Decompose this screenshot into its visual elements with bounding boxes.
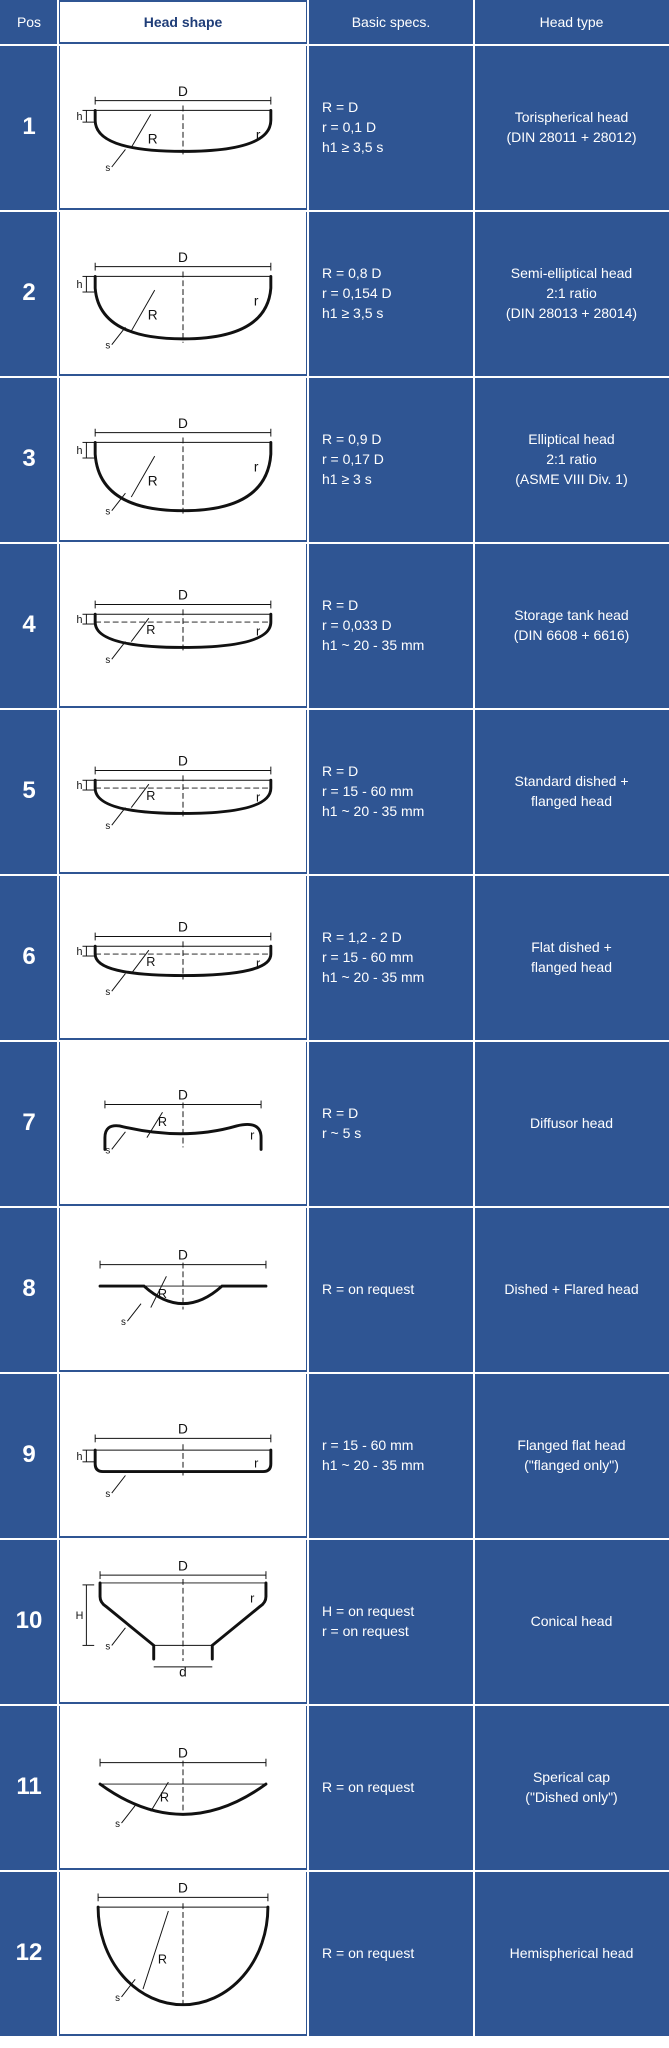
table-row (0, 210, 669, 376)
dimension-label: s (121, 1317, 126, 1329)
row-pos-number: 4 (0, 542, 58, 708)
spec-line: r = 0,17 D (322, 451, 384, 467)
header-head-type: Head type (474, 0, 669, 44)
dimension-label: D (178, 249, 188, 265)
head-type-line: Conical head (530, 1613, 613, 1629)
dimension-label: s (115, 1992, 121, 2004)
dimension-label: r (256, 956, 261, 971)
spec-line: h1 ~ 20 - 35 mm (322, 803, 425, 819)
row-divider (0, 708, 669, 710)
conical-head-drawing (58, 1538, 308, 1704)
row-divider (0, 210, 669, 212)
dimension-label: D (178, 1880, 188, 1896)
flanged-flat-head-drawing (58, 1372, 308, 1538)
table-row (0, 1206, 669, 1372)
spec-line: R = 0,8 D (322, 265, 382, 281)
row-basic-specs (308, 1372, 474, 1538)
torispherical-head-drawing-svg (60, 46, 306, 208)
row-pos-number: 7 (0, 1040, 58, 1206)
head-type-line: (DIN 28013 + 28014) (505, 305, 638, 321)
diffusor-head-drawing-svg (60, 1042, 306, 1204)
dimension-label: D (178, 587, 188, 603)
row-head-type (474, 1206, 669, 1372)
spec-line: h1 ~ 20 - 35 mm (322, 637, 425, 653)
head-type-line: Hemispherical head (509, 1945, 634, 1961)
row-divider (0, 1040, 669, 1042)
row-divider (0, 1704, 669, 1706)
spec-line: R = D (322, 763, 359, 779)
dimension-label: s (105, 1145, 111, 1157)
hemispherical-head-drawing-svg (60, 1872, 306, 2034)
head-type-line: Flat dished + (531, 939, 612, 955)
dimension-label: h (76, 445, 83, 458)
row-head-type (474, 1704, 669, 1870)
spec-line: R = D (322, 1105, 359, 1121)
table-row (0, 708, 669, 874)
row-basic-specs (308, 376, 474, 542)
dimension-label: d (179, 1664, 187, 1680)
row-divider (0, 1206, 669, 1208)
row-pos-number: 10 (0, 1538, 58, 1704)
spherical-cap-drawing-svg (60, 1706, 306, 1868)
flat-dished-flanged-head-drawing (58, 874, 308, 1040)
dimension-label: R (146, 954, 156, 969)
dimension-label: r (256, 790, 261, 805)
spec-line: r = 0,033 D (322, 617, 392, 633)
row-head-type (474, 210, 669, 376)
row-pos-number: 5 (0, 708, 58, 874)
dimension-label: R (157, 1952, 168, 1967)
spec-line: h1 ≥ 3 s (322, 471, 372, 487)
table-row (0, 1538, 669, 1704)
dimension-label: r (256, 624, 261, 639)
row-head-type (474, 1040, 669, 1206)
dimension-label: D (178, 1558, 188, 1574)
head-type-line: 2:1 ratio (546, 451, 597, 467)
dimension-label: s (105, 1488, 111, 1500)
column-divider (307, 0, 309, 2048)
spec-line: r = 0,154 D (322, 285, 392, 301)
table-row (0, 1704, 669, 1870)
head-type-line: ("Dished only") (525, 1789, 618, 1805)
torispherical-head-drawing (58, 44, 308, 210)
table-row (0, 542, 669, 708)
spec-line: H = on request (322, 1603, 415, 1619)
spec-line: r ~ 5 s (322, 1125, 362, 1141)
column-divider (473, 0, 475, 2048)
head-type-line: Flanged flat head (517, 1437, 626, 1453)
dimension-label: s (105, 1641, 111, 1653)
row-pos-number: 12 (0, 1870, 58, 2036)
spec-line: r = 15 - 60 mm (322, 949, 414, 965)
dimension-label: D (178, 1247, 188, 1263)
dimension-label: r (253, 293, 259, 309)
spec-line: r = 15 - 60 mm (322, 1437, 414, 1453)
dimension-label: s (105, 506, 111, 518)
dimension-label: h (76, 780, 83, 793)
dimension-label: R (157, 1114, 168, 1129)
dimension-label: R (147, 131, 158, 147)
dimension-label: R (146, 788, 156, 803)
head-type-line: Sperical cap (532, 1769, 611, 1785)
table-row (0, 376, 669, 542)
row-pos-number: 9 (0, 1372, 58, 1538)
storage-tank-head-drawing (58, 542, 308, 708)
row-basic-specs (308, 1040, 474, 1206)
head-type-line: (DIN 28011 + 28012) (506, 129, 637, 145)
dimension-label: D (178, 83, 188, 99)
spec-line: R = 0,9 D (322, 431, 382, 447)
header-pos: Pos (0, 0, 58, 44)
row-basic-specs (308, 210, 474, 376)
row-basic-specs (308, 1538, 474, 1704)
row-divider (0, 542, 669, 544)
semi-elliptical-head-drawing (58, 210, 308, 376)
conical-head-drawing-svg (60, 1540, 306, 1702)
storage-tank-head-drawing-svg (60, 544, 306, 706)
dimension-label: R (157, 1286, 168, 1301)
dimension-label: R (147, 473, 158, 489)
head-type-line: (DIN 6608 + 6616) (513, 627, 630, 643)
head-type-line: flanged head (531, 959, 612, 975)
spec-line: h1 ≥ 3,5 s (322, 305, 384, 321)
dimension-label: H (75, 1610, 84, 1623)
dimension-label: s (115, 1819, 121, 1831)
dimension-label: R (159, 1790, 170, 1805)
dimension-label: s (105, 340, 111, 352)
spec-line: r = 15 - 60 mm (322, 783, 414, 799)
dimension-label: D (178, 919, 188, 935)
dimension-label: s (105, 655, 111, 667)
row-divider (0, 1372, 669, 1374)
dimension-label: r (250, 1128, 255, 1143)
row-basic-specs (308, 874, 474, 1040)
row-basic-specs (308, 44, 474, 210)
row-pos-number: 2 (0, 210, 58, 376)
elliptical-head-drawing (58, 376, 308, 542)
dimension-label: h (76, 279, 83, 292)
row-divider (0, 874, 669, 876)
head-type-line: Diffusor head (529, 1115, 613, 1131)
row-head-type (474, 44, 669, 210)
dimension-label: r (255, 127, 261, 143)
row-pos-number: 1 (0, 44, 58, 210)
standard-dished-flanged-head-drawing (58, 708, 308, 874)
dimension-label: h (76, 1450, 83, 1463)
table-row (0, 874, 669, 1040)
head-type-line: Standard dished + (514, 773, 629, 789)
spec-line: r = on request (322, 1623, 409, 1639)
elliptical-head-drawing-svg (60, 378, 306, 540)
row-pos-number: 11 (0, 1704, 58, 1870)
row-head-type (474, 708, 669, 874)
header-basic-specs: Basic specs. (308, 0, 474, 44)
spec-line: r = 0,1 D (322, 119, 377, 135)
dished-flared-head-drawing (58, 1206, 308, 1372)
spec-line: R = D (322, 597, 359, 613)
dimension-label: r (253, 459, 259, 475)
spec-line: h1 ~ 20 - 35 mm (322, 969, 425, 985)
dimension-label: r (254, 1456, 259, 1471)
table-row (0, 44, 669, 210)
dimension-label: D (178, 1087, 188, 1103)
spec-line: R = D (322, 99, 359, 115)
dimension-label: h (76, 111, 83, 124)
dimension-label: R (146, 622, 156, 637)
dimension-label: D (178, 1421, 188, 1437)
dimension-label: s (105, 162, 111, 174)
dimension-label: h (76, 614, 83, 627)
row-divider (0, 1538, 669, 1540)
column-divider (57, 0, 59, 2048)
head-type-line: 2:1 ratio (546, 285, 597, 301)
row-pos-number: 6 (0, 874, 58, 1040)
dimension-label: D (178, 415, 188, 431)
row-basic-specs (308, 1870, 474, 2036)
table-row (0, 1040, 669, 1206)
standard-dished-flanged-head-drawing-svg (60, 710, 306, 872)
dished-flared-head-drawing-svg (60, 1208, 306, 1370)
spec-line: h1 ≥ 3,5 s (322, 139, 384, 155)
row-basic-specs (308, 542, 474, 708)
head-type-line: ("flanged only") (524, 1457, 619, 1473)
header-head-shape: Head shape (58, 0, 308, 44)
row-basic-specs (308, 1704, 474, 1870)
row-head-type (474, 874, 669, 1040)
hemispherical-head-drawing (58, 1870, 308, 2036)
flat-dished-flanged-head-drawing-svg (60, 876, 306, 1038)
row-head-type (474, 1372, 669, 1538)
table-row (0, 1372, 669, 1538)
dimension-label: h (76, 946, 83, 959)
table-row (0, 1870, 669, 2036)
row-basic-specs (308, 708, 474, 874)
head-type-line: Storage tank head (514, 607, 629, 623)
spec-line: R = 1,2 - 2 D (322, 929, 402, 945)
dimension-label: D (178, 753, 188, 769)
row-head-type (474, 376, 669, 542)
spherical-cap-drawing (58, 1704, 308, 1870)
dimension-label: s (105, 821, 111, 833)
diffusor-head-drawing (58, 1040, 308, 1206)
head-type-line: Semi-elliptical head (510, 265, 633, 281)
spec-line: R = on request (322, 1281, 415, 1297)
flanged-flat-head-drawing-svg (60, 1374, 306, 1536)
dimension-label: D (178, 1745, 188, 1761)
spec-line: R = on request (322, 1779, 415, 1795)
dimension-label: r (250, 1591, 255, 1606)
row-divider (0, 1870, 669, 1872)
head-type-line: Elliptical head (528, 431, 615, 447)
dimension-label: s (105, 987, 111, 999)
row-pos-number: 3 (0, 376, 58, 542)
spec-line: h1 ~ 20 - 35 mm (322, 1457, 425, 1473)
head-type-line: (ASME VIII Div. 1) (515, 471, 628, 487)
row-divider (0, 376, 669, 378)
row-head-type (474, 1870, 669, 2036)
dimension-label: R (147, 307, 158, 323)
row-head-type (474, 1538, 669, 1704)
row-divider (0, 44, 669, 46)
semi-elliptical-head-drawing-svg (60, 212, 306, 374)
row-pos-number: 8 (0, 1206, 58, 1372)
head-type-line: flanged head (531, 793, 612, 809)
head-type-line: Dished + Flared head (504, 1281, 639, 1297)
row-basic-specs (308, 1206, 474, 1372)
row-head-type (474, 542, 669, 708)
spec-line: R = on request (322, 1945, 415, 1961)
head-type-line: Torispherical head (514, 109, 629, 125)
